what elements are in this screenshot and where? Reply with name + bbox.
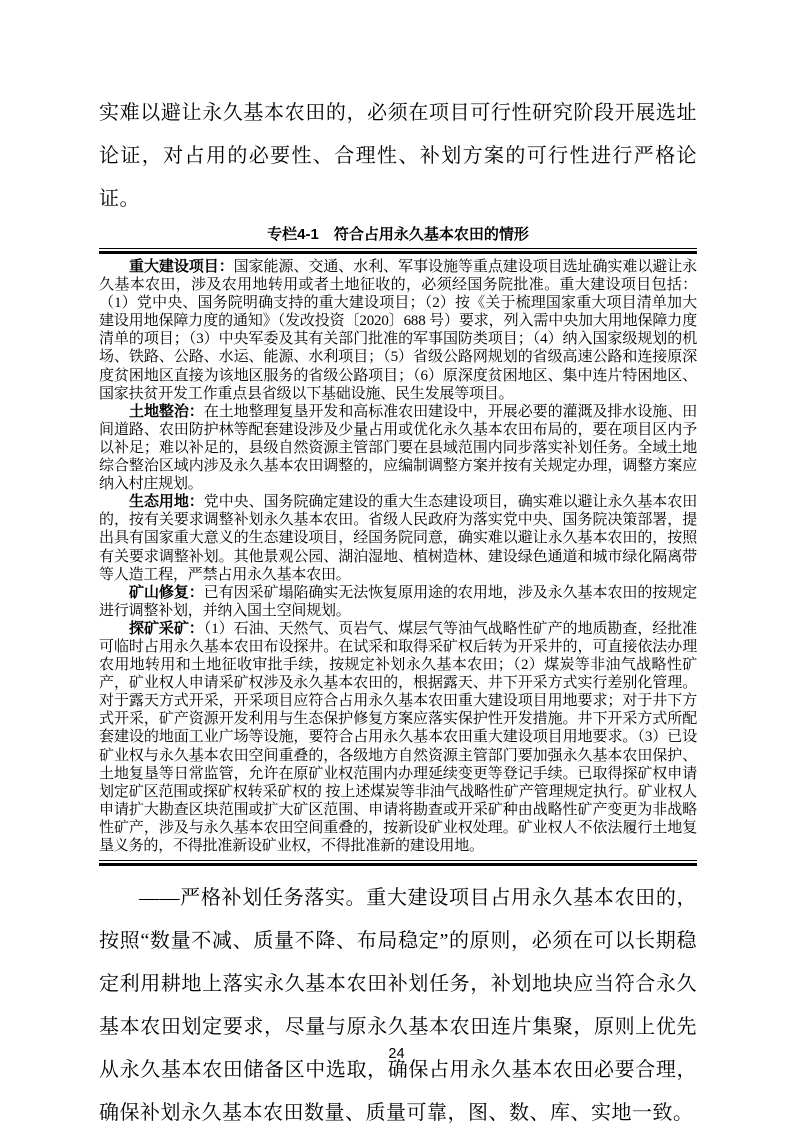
closing-paragraph: ——严格补划任务落实。重大建设项目占用永久基本农田的，按照“数量不减、质量不降、布局稳定”的原则，必须在可以长期稳定利用耕地上落实永久基本农田补划任务，补划地块应当符合永久基本农田划定要求，尽量与原永久基本农田连片集聚，原则上优先从永久基本农田储备区中选取，确保占用永久基本农田必要合理，确保补划永久基本农田数量、质量可靠，图、数、库、实地一致。 <box>99 887 697 1125</box>
section-major-construction <box>99 258 697 403</box>
section-prospecting-mining <box>99 620 697 855</box>
page-number: 24 <box>388 1046 405 1062</box>
section-heading: 探矿采矿： <box>129 619 204 637</box>
section-body: 党中央、国务院确定建设的重大生态建设项目，确实难以避让永久基本农田的，按有关要求调整补划永久基本农田。省级人民政府为落实党中央、国务院决策部署，提出具有国家重大意义的生态建设项目，经国务院同意，确实难以避让永久基本农田的，按照有关要求调整补划。其他景观公园、湖泊湿地、植树造林、建设绿色通道和城市绿化隔离带等人造工程，严禁占用永久基本农田。 <box>99 494 697 583</box>
section-body: 国家能源、交通、水利、军事设施等重点建设项目选址确实难以避让永久基本农田，涉及农用地转用或者土地征收的，必须经国务院批准。重大建设项目包括：（1）党中央、国务院明确支持的重大建设项目；（2）按《关于梳理国家重大项目清单加大建设用地保障力度的通知》（发改投资〔2020〕688 号）要求，列入需中央加大用地保障力度清单的项目；（3）中央军委及其有关部门批准的军事国防类项目；（4）纳入国家级规划的机场、铁路、公路、水运、能源、水利项目；（5）省级公路网规划的省级高速公路和连接原深度贫困地区直接为该地区服务的省级公路项目；（6）原深度贫困地区、集中连片特困地区、国家扶贫开发工作重点县省级以下基础设施、民生发展等项目。 <box>99 259 697 402</box>
section-ecological-land <box>99 493 697 583</box>
section-heading: 生态用地： <box>129 493 204 511</box>
section-body: 在土地整理复垦开发和高标准农田建设中，开展必要的灌溉及排水设施、田间道路、农田防护林等配套建设涉及少量占用或优化永久基本农田布局的，要在项目区内予以补足；难以补足的，县级自然资源主管部门要在县域范围内同步落实补划任务。全域土地综合整治区域内涉及永久基本农田调整的，应编制调整方案并按有关规定办理，调整方案应纳入村庄规划。 <box>99 403 697 493</box>
section-land-consolidation <box>99 403 697 493</box>
section-heading: 土地整治： <box>129 402 204 420</box>
callout-box-title: 专栏4-1 符合占用永久基本农田的情形 <box>267 226 529 243</box>
section-body: （1）石油、天然气、页岩气、煤层气等油气战略性矿产的地质勘查，经批准可临时占用永久基本农田布设探井。在试采和取得采矿权后转为开采井的，可直接依法办理农用地转用和土地征收审批手续，按规定补划永久基本农田；（2）煤炭等非油气战略性矿产，矿业权人申请采矿权涉及永久基本农田的，根据露天、井下开采方式实行差别化管理。对于露天方式开采，开采项目应符合占用永久基本农田重大建设项目用地要求；对于井下方式开采，矿产资源开发利用与生态保护修复方案应落实保护性开发措施。井下开采方式所配套建设的地面工业广场等设施，要符合占用永久基本农田重大建设项目用地要求。（3）已设矿业权与永久基本农田空间重叠的，各级地方自然资源主管部门要加强永久基本农田保护、土地复垦等日常监管，允许在原矿业权范围内办理延续变更等登记手续。已取得探矿权申请划定矿区范围或探矿权转采矿权的 按上述煤炭等非油气战略性矿产管理规定执行。矿业权人申请扩大勘查区块范围或扩大矿区范围、申请将勘查或开采矿种由战略性矿产变更为非战略性矿产，涉及与永久基本农田空间重叠的，按新设矿业权处理。矿业权人不依法履行土地复垦义务的，不得批准新设矿业权，不得批准新的建设用地。 <box>99 620 697 854</box>
callout-box <box>99 226 697 866</box>
section-heading: 重大建设项目： <box>129 258 234 275</box>
intro-paragraph: 实难以避让永久基本农田的，必须在项目可行性研究阶段开展选址论证，对占用的必要性、合理性、补划方案的可行性进行严格论证。 <box>99 102 697 210</box>
section-mine-restoration <box>99 584 697 620</box>
callout-box-body <box>99 254 697 860</box>
section-heading: 矿山修复： <box>129 583 204 601</box>
section-body: 已有因采矿塌陷确实无法恢复原用途的农用地，涉及永久基本农田的按规定进行调整补划，并纳入国土空间规划。 <box>99 584 697 619</box>
callout-box-bottom-rule <box>99 860 697 866</box>
